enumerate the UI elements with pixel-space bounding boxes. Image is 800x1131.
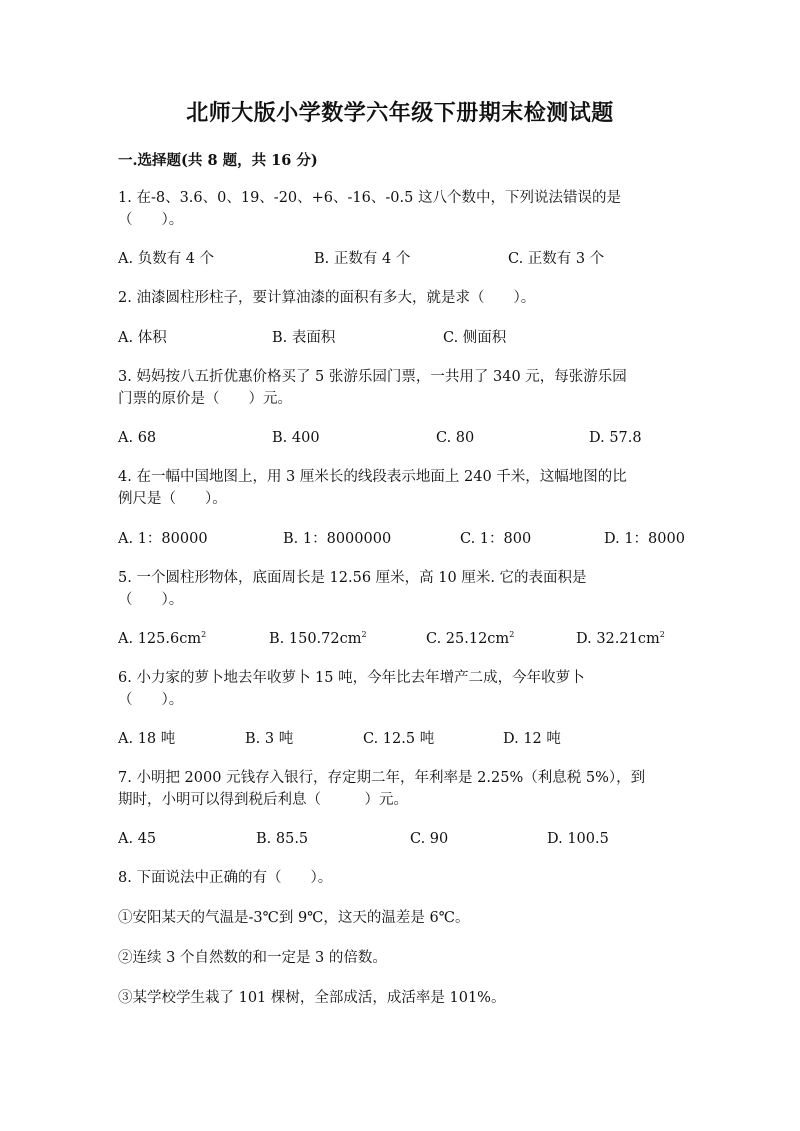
- q6-option-a[interactable]: A. 18 吨: [118, 731, 176, 747]
- q1-option-b[interactable]: B. 正数有 4 个: [314, 251, 411, 267]
- q4-option-c[interactable]: C. 1：800: [460, 531, 532, 547]
- q5-option-b[interactable]: B. $150.72cm^2$: [269, 630, 367, 647]
- q7-option-b[interactable]: B. 85.5: [256, 831, 309, 847]
- q5-option-a[interactable]: A. $125.6cm^2$: [118, 630, 207, 647]
- q6-option-b[interactable]: B. 3 吨: [245, 731, 294, 747]
- squared-mark: 2: [361, 630, 367, 640]
- q2-option-a[interactable]: A. 体积: [118, 330, 167, 346]
- q6-option-c[interactable]: C. 12.5 吨: [363, 731, 435, 747]
- page-title: 北师大版小学数学六年级下册期末检测试题: [186, 100, 614, 126]
- squared-mark: 2: [201, 630, 207, 640]
- q8-statement-3: ③某学校学生栽了 101 棵树，全部成活，成活率是 101%。: [118, 990, 506, 1006]
- q3-option-d[interactable]: D. 57.8: [589, 430, 642, 446]
- question-3-text-cont: 门票的原价是（ ）元。: [118, 391, 292, 407]
- q7-option-a[interactable]: A. 45: [118, 831, 157, 847]
- question-5-text: 5. 一个圆柱形物体，底面周长是 12.56 厘米，高 10 厘米. 它的表面积是: [118, 570, 587, 586]
- q2-option-c[interactable]: C. 侧面积: [443, 330, 507, 346]
- q1-option-c[interactable]: C. 正数有 3 个: [508, 251, 605, 267]
- question-1-text-cont: （ ）。: [118, 212, 184, 228]
- question-1-text: 1. 在-8、3.6、0、19、-20、+6、-16、-0.5 这八个数中，下列说法错误的是: [118, 190, 621, 206]
- question-7-text: 7. 小明把 2000 元钱存入银行，存定期二年，年利率是 2.25%（利息税 5%），到: [118, 770, 646, 786]
- q3-option-b[interactable]: B. 400: [272, 430, 320, 446]
- squared-mark: 2: [659, 630, 665, 640]
- q8-statement-1: ①安阳某天的气温是-3℃到 9℃，这天的温差是 6℃。: [118, 910, 470, 926]
- squared-mark: 2: [509, 630, 515, 640]
- q8-statement-2: ②连续 3 个自然数的和一定是 3 的倍数。: [118, 950, 387, 966]
- q5-option-c[interactable]: C. $25.12cm^2$: [426, 630, 515, 647]
- q7-option-d[interactable]: D. 100.5: [547, 831, 609, 847]
- q4-option-a[interactable]: A. 1：80000: [118, 531, 208, 547]
- q7-option-c[interactable]: C. 90: [410, 831, 449, 847]
- section-heading: 一.选择题(共 8 题，共 16 分): [118, 152, 318, 169]
- question-8-text: 8. 下面说法中正确的有（ ）。: [118, 870, 333, 886]
- q6-option-d[interactable]: D. 12 吨: [503, 731, 561, 747]
- question-4-text-cont: 例尺是（ ）。: [118, 491, 227, 507]
- question-2-text: 2. 油漆圆柱形柱子，要计算油漆的面积有多大，就是求（ ）。: [118, 290, 536, 306]
- q4-option-b[interactable]: B. 1：8000000: [283, 531, 392, 547]
- q3-option-a[interactable]: A. 68: [118, 430, 157, 446]
- question-3-text: 3. 妈妈按八五折优惠价格买了 5 张游乐园门票，一共用了 340 元，每张游乐园: [118, 369, 627, 385]
- question-6-text-cont: （ ）。: [118, 692, 184, 708]
- q2-option-b[interactable]: B. 表面积: [272, 330, 336, 346]
- q1-option-a[interactable]: A. 负数有 4 个: [118, 251, 215, 267]
- q5-option-d[interactable]: D. $32.21cm^2$: [576, 630, 665, 647]
- question-6-text: 6. 小力家的萝卜地去年收萝卜 15 吨，今年比去年增产二成，今年收萝卜: [118, 670, 585, 686]
- question-4-text: 4. 在一幅中国地图上，用 3 厘米长的线段表示地面上 240 千米，这幅地图的比: [118, 469, 627, 485]
- q4-option-d[interactable]: D. 1：8000: [604, 531, 685, 547]
- question-7-text-cont: 期时，小明可以得到税后利息（ ）元。: [118, 792, 408, 808]
- question-5-text-cont: （ ）。: [118, 592, 184, 608]
- q3-option-c[interactable]: C. 80: [436, 430, 475, 446]
